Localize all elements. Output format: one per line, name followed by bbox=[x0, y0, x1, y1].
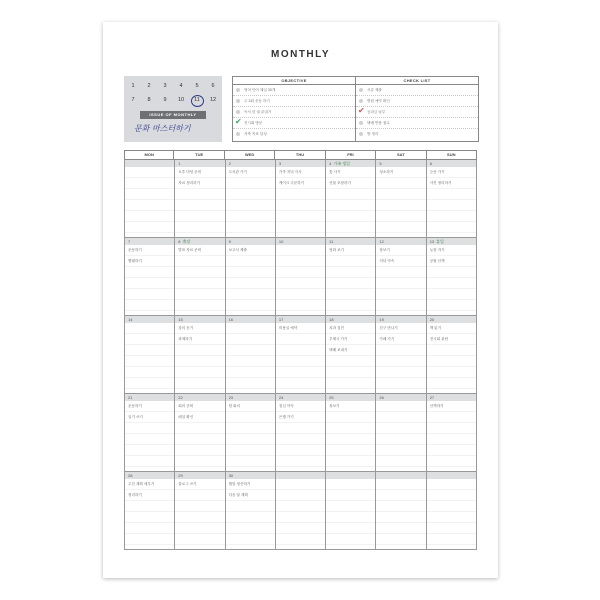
day-cell[interactable] bbox=[326, 472, 376, 549]
day-note: 발표 자료 준비 bbox=[178, 248, 202, 252]
checklist-item-text: 공과금 납부 bbox=[367, 110, 386, 114]
day-number: 24 bbox=[278, 395, 284, 400]
objective-item-text: 전시회 방문 bbox=[244, 121, 263, 125]
day-note: 일기 쓰기 bbox=[128, 415, 143, 419]
month-option[interactable]: 4 bbox=[179, 83, 183, 89]
day-cell[interactable] bbox=[276, 160, 326, 237]
day-header bbox=[276, 394, 325, 401]
day-header bbox=[326, 238, 375, 245]
day-note: 카페 가기 bbox=[379, 337, 395, 341]
day-number: 18 bbox=[329, 317, 334, 322]
checkmark-icon: ✔ bbox=[358, 107, 365, 115]
day-note: 공원 산책 bbox=[429, 259, 445, 263]
day-note: 메일 확인 bbox=[178, 415, 194, 419]
calendar-week bbox=[124, 316, 477, 394]
day-note: 케이크 주문하기 bbox=[278, 181, 305, 185]
day-cell[interactable] bbox=[175, 238, 225, 315]
day-number: 20 bbox=[429, 317, 435, 322]
day-cell[interactable] bbox=[427, 238, 477, 315]
month-picker bbox=[124, 76, 222, 142]
day-cell[interactable] bbox=[376, 394, 426, 471]
day-note: 늦잠 자기 bbox=[429, 248, 445, 252]
month-option[interactable]: 5 bbox=[195, 83, 199, 89]
day-header bbox=[376, 316, 425, 323]
day-cell[interactable] bbox=[427, 472, 477, 549]
day-number: 17 bbox=[278, 317, 284, 322]
day-note: 치과 검진 bbox=[329, 326, 345, 330]
day-note: 과제하기 bbox=[178, 337, 193, 341]
day-header bbox=[276, 160, 325, 167]
day-cell[interactable] bbox=[326, 238, 376, 315]
checkbox-circle-icon bbox=[359, 121, 363, 125]
month-option[interactable]: 2 bbox=[147, 83, 151, 89]
checkbox-circle-icon bbox=[359, 88, 363, 92]
day-note: 운동하기 bbox=[128, 404, 142, 408]
day-number: 28 bbox=[128, 473, 133, 478]
calendar-week bbox=[124, 394, 477, 472]
checklist-item-text: 방 정리 bbox=[367, 132, 379, 136]
day-cell[interactable] bbox=[175, 472, 225, 549]
checkbox-circle-icon bbox=[236, 110, 240, 114]
month-option[interactable]: 12 bbox=[209, 97, 217, 103]
day-header bbox=[427, 316, 476, 323]
day-number: 8 bbox=[178, 239, 181, 244]
day-note: 장보기 bbox=[329, 404, 340, 408]
month-option[interactable]: 10 bbox=[177, 97, 185, 103]
objective-item[interactable] bbox=[233, 96, 355, 107]
month-option[interactable]: 8 bbox=[147, 97, 151, 103]
day-number: 27 bbox=[429, 395, 435, 400]
day-note: 등산 가기 bbox=[429, 170, 445, 174]
day-note: 저녁 약속 bbox=[379, 259, 395, 263]
day-note: 청소하기 bbox=[379, 170, 394, 174]
checklist-item-text: 택배 반품 접수 bbox=[367, 121, 390, 125]
day-header bbox=[226, 160, 275, 167]
day-number: 4 bbox=[329, 161, 332, 166]
day-header bbox=[326, 316, 375, 323]
day-header bbox=[125, 472, 174, 479]
day-header bbox=[175, 160, 224, 167]
day-note: 은행 가기 bbox=[278, 415, 294, 419]
day-number: 16 bbox=[228, 317, 234, 322]
day-header bbox=[376, 160, 425, 167]
day-note: 오후 미팅 준비 bbox=[178, 170, 202, 174]
day-note: 장보기 bbox=[379, 248, 390, 252]
day-number: 22 bbox=[178, 395, 183, 400]
day-header bbox=[175, 472, 224, 479]
day-note: 가족 저녁 식사 bbox=[278, 170, 302, 174]
day-header bbox=[175, 238, 224, 245]
day-number: 21 bbox=[128, 395, 133, 400]
day-note: 꽃 사기 bbox=[329, 170, 341, 174]
day-note: 주간 계획 세우기 bbox=[128, 482, 155, 486]
day-cell[interactable] bbox=[326, 160, 376, 237]
day-note: 회의 준비 bbox=[178, 404, 194, 408]
day-number: 13 bbox=[429, 239, 435, 244]
calendar-weeks bbox=[124, 160, 477, 550]
calendar-week bbox=[124, 160, 477, 238]
day-cell[interactable] bbox=[226, 238, 276, 315]
day-note: 택배 보내기 bbox=[329, 348, 348, 352]
checklist-item[interactable] bbox=[356, 118, 478, 129]
day-header bbox=[125, 160, 174, 167]
day-note: 자료 정리하기 bbox=[178, 181, 201, 185]
day-cell[interactable] bbox=[125, 316, 175, 393]
day-cell[interactable] bbox=[276, 472, 326, 549]
weekday-label: SAT bbox=[376, 151, 426, 159]
day-cell[interactable] bbox=[376, 472, 426, 549]
weekday-label: MON bbox=[124, 151, 174, 159]
day-header bbox=[376, 394, 425, 401]
day-header bbox=[427, 160, 476, 167]
calendar-week bbox=[124, 238, 477, 316]
day-event: 출장 bbox=[182, 239, 191, 244]
month-option[interactable]: 11 bbox=[189, 96, 205, 105]
day-number: 12 bbox=[379, 239, 384, 244]
day-note: 전시회 관람 bbox=[429, 337, 449, 341]
day-note: 보고서 제출 bbox=[228, 248, 247, 252]
day-cell[interactable] bbox=[276, 394, 326, 471]
checkbox-circle-icon bbox=[236, 132, 240, 136]
day-header bbox=[175, 316, 224, 323]
day-cell[interactable] bbox=[226, 316, 276, 393]
planner-sheet bbox=[103, 22, 498, 578]
objective-column bbox=[233, 77, 355, 141]
day-note: 운동하기 bbox=[128, 248, 142, 252]
weekday-label: TUE bbox=[174, 151, 224, 159]
day-cell[interactable] bbox=[175, 394, 225, 471]
objective-item-text: 저축 목표 달성 bbox=[244, 132, 267, 136]
day-note: 다음 달 계획 bbox=[228, 493, 248, 497]
month-option[interactable]: 6 bbox=[211, 83, 215, 89]
day-number: 11 bbox=[329, 239, 334, 244]
day-note: 팀 회의 bbox=[228, 404, 240, 408]
weekday-header bbox=[124, 150, 477, 160]
day-note: 사진 정리하기 bbox=[429, 181, 452, 185]
day-number: 3 bbox=[278, 161, 282, 166]
objective-item[interactable] bbox=[233, 129, 355, 139]
day-header bbox=[376, 238, 425, 245]
day-header bbox=[326, 160, 375, 167]
day-header bbox=[226, 472, 275, 479]
day-note: 도서관 가기 bbox=[228, 170, 247, 174]
day-event: 가족 생일 bbox=[333, 161, 350, 166]
day-number: 7 bbox=[128, 239, 131, 244]
checkbox-circle-icon bbox=[359, 99, 363, 103]
objective-item-text: 영어 단어 매일 30개 bbox=[244, 88, 276, 92]
day-cell[interactable] bbox=[427, 394, 477, 471]
day-header bbox=[376, 472, 425, 479]
day-number: 10 bbox=[278, 239, 284, 244]
day-number: 19 bbox=[379, 317, 384, 322]
month-grid bbox=[124, 82, 222, 105]
day-header bbox=[276, 316, 325, 323]
checklist-item-text: 병원 예약 확인 bbox=[367, 99, 390, 103]
day-number: 2 bbox=[228, 161, 231, 166]
objective-header: OBJECTIVE bbox=[233, 77, 355, 85]
day-header bbox=[427, 238, 476, 245]
day-header bbox=[326, 472, 375, 479]
day-number: 9 bbox=[228, 239, 231, 244]
checklist-column bbox=[355, 77, 478, 141]
checklist-header: CHECK LIST bbox=[356, 77, 478, 85]
day-note: 정리하기 bbox=[128, 493, 142, 497]
day-header bbox=[276, 472, 325, 479]
objective-item-text: 주 3회 운동 하기 bbox=[244, 99, 270, 103]
day-note: 점심 약속 bbox=[278, 404, 294, 408]
day-number: 29 bbox=[178, 473, 183, 478]
day-note: 우체국 가기 bbox=[329, 337, 348, 341]
checklist-item[interactable] bbox=[356, 107, 478, 118]
day-note: 영화 보기 bbox=[329, 248, 345, 252]
day-cell[interactable] bbox=[125, 160, 175, 237]
day-event: 휴일 bbox=[436, 239, 444, 244]
day-note: 책 읽기 bbox=[429, 326, 442, 330]
month-option[interactable]: 7 bbox=[131, 97, 135, 103]
day-cell[interactable] bbox=[427, 160, 477, 237]
day-note: 미용실 예약 bbox=[278, 326, 298, 330]
day-note: 산책하기 bbox=[429, 404, 444, 408]
issue-label: ISSUE OF MONTHLY bbox=[140, 111, 206, 119]
day-header bbox=[226, 238, 275, 245]
day-cell[interactable] bbox=[326, 316, 376, 393]
day-number: 6 bbox=[429, 161, 432, 166]
handwritten-title: 문화 마스터하기 bbox=[134, 124, 191, 133]
objective-item[interactable] bbox=[233, 107, 355, 118]
day-cell[interactable] bbox=[427, 316, 477, 393]
objective-item[interactable] bbox=[233, 118, 355, 129]
day-number: 26 bbox=[379, 395, 384, 400]
monthly-calendar bbox=[124, 150, 477, 550]
day-header bbox=[175, 394, 224, 401]
day-header bbox=[125, 316, 174, 323]
day-note: 강의 듣기 bbox=[178, 326, 194, 330]
weekday-label: FRI bbox=[326, 151, 376, 159]
day-note: 선물 포장하기 bbox=[329, 181, 351, 185]
day-number: 30 bbox=[228, 473, 234, 478]
goals-panel bbox=[232, 76, 479, 142]
month-option[interactable]: 3 bbox=[163, 83, 167, 89]
day-header bbox=[427, 472, 476, 479]
day-header bbox=[125, 394, 174, 401]
weekday-label: WED bbox=[225, 151, 275, 159]
checklist-item[interactable] bbox=[356, 129, 478, 139]
day-cell[interactable] bbox=[376, 160, 426, 237]
weekday-label: SUN bbox=[427, 151, 477, 159]
day-number: 5 bbox=[379, 161, 382, 166]
checkmark-icon: ✔ bbox=[235, 118, 242, 126]
day-note: 월말 정산하기 bbox=[228, 482, 251, 486]
day-note: 빨래하기 bbox=[128, 259, 142, 263]
month-option[interactable]: 9 bbox=[163, 97, 167, 103]
day-cell[interactable] bbox=[125, 394, 175, 471]
day-cell[interactable] bbox=[226, 160, 276, 237]
checkbox-circle-icon bbox=[236, 88, 240, 92]
day-header bbox=[226, 394, 275, 401]
day-cell[interactable] bbox=[125, 238, 175, 315]
day-cell[interactable] bbox=[226, 394, 276, 471]
checklist-item[interactable] bbox=[356, 96, 478, 107]
checklist-item-text: 서류 제출 bbox=[367, 88, 382, 92]
objective-item[interactable] bbox=[233, 85, 355, 96]
day-cell[interactable] bbox=[175, 316, 225, 393]
day-cell[interactable] bbox=[276, 316, 326, 393]
day-cell[interactable] bbox=[276, 238, 326, 315]
month-option[interactable]: 1 bbox=[131, 83, 135, 89]
day-cell[interactable] bbox=[376, 238, 426, 315]
day-header bbox=[427, 394, 476, 401]
day-number: 25 bbox=[329, 395, 334, 400]
day-number: 1 bbox=[178, 161, 181, 166]
day-header bbox=[125, 238, 174, 245]
day-note: 블로그 쓰기 bbox=[178, 482, 197, 486]
day-number: 23 bbox=[228, 395, 234, 400]
day-cell[interactable] bbox=[125, 472, 175, 549]
day-header bbox=[326, 394, 375, 401]
day-header bbox=[276, 238, 325, 245]
page-title: MONTHLY bbox=[270, 49, 331, 60]
checkbox-circle-icon bbox=[359, 132, 363, 136]
day-cell[interactable] bbox=[376, 316, 426, 393]
day-cell[interactable] bbox=[326, 394, 376, 471]
objective-item-text: 독서 한 권 끝내기 bbox=[244, 110, 272, 114]
day-number: 14 bbox=[128, 317, 133, 322]
day-cell[interactable] bbox=[175, 160, 225, 237]
checkbox-circle-icon bbox=[236, 99, 240, 103]
day-cell[interactable] bbox=[226, 472, 276, 549]
day-note: 친구 만나기 bbox=[379, 326, 398, 330]
day-header bbox=[226, 316, 275, 323]
day-number: 15 bbox=[178, 317, 183, 322]
calendar-week bbox=[124, 472, 477, 550]
weekday-label: THU bbox=[275, 151, 325, 159]
checklist-item[interactable] bbox=[356, 85, 478, 96]
